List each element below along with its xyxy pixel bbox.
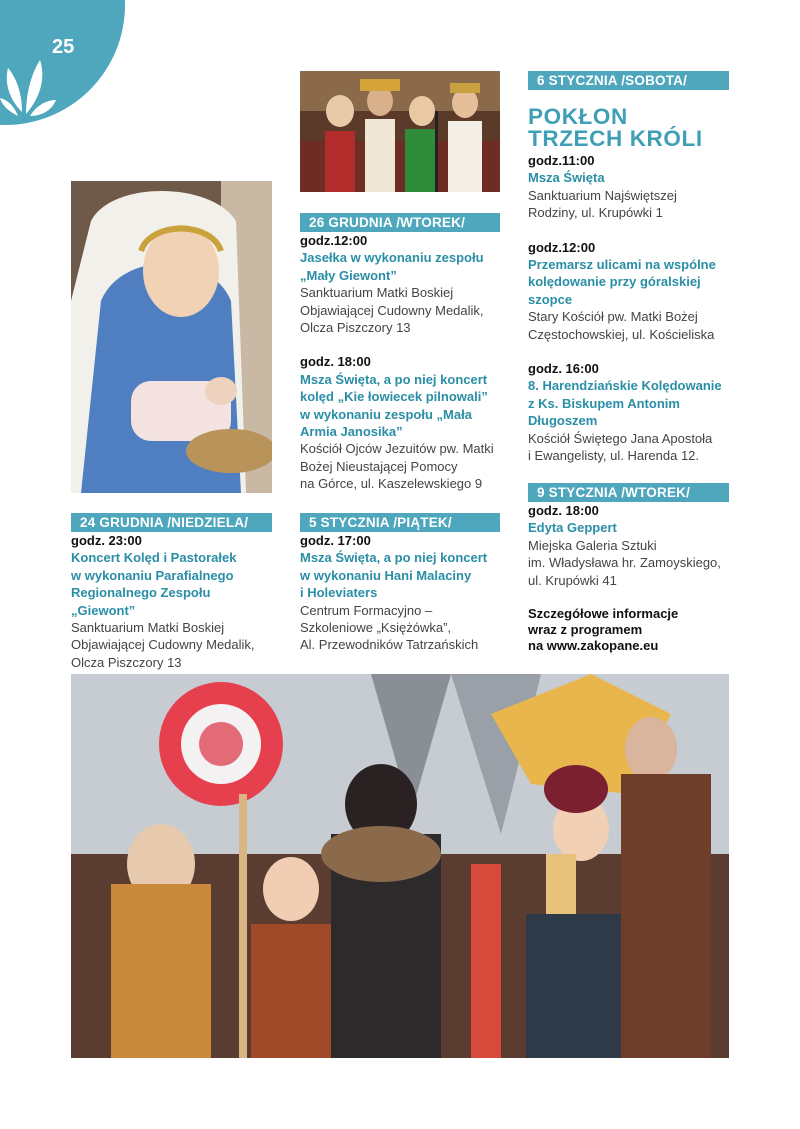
event-title (300, 249, 500, 284)
event-place (528, 308, 729, 343)
event-title-line: Jasełka w wykonaniu zespołu (300, 250, 484, 266)
leaf-logo-icon (0, 40, 60, 118)
event-title (300, 549, 500, 601)
event-place-line: Al. Przewodników Tatrzańskich (300, 637, 479, 653)
event-place-line: Centrum Formacyjno – (300, 602, 433, 618)
event-time: godz. 17:00 (300, 533, 371, 548)
date-bar: 6 STYCZNIA /SOBOTA/ (528, 71, 729, 90)
event-place-line: Objawiającej Cudowny Medalik, (71, 637, 255, 653)
info-line: Szczegółowe informacje (528, 606, 679, 622)
event-title-line: „Mały Giewont” (300, 267, 397, 283)
event-jan-9-concert (528, 502, 729, 589)
event-place (300, 440, 500, 492)
info-website-link[interactable]: na www.zakopane.eu (528, 638, 659, 654)
spacer (528, 343, 729, 360)
event-place-line: Częstochowskiej, ul. Kościeliska (528, 326, 715, 342)
photo-carolers-top (300, 71, 500, 192)
event-place-line: Objawiającej Cudowny Medalik, (300, 302, 484, 318)
event-title-line: w wykonaniu zespołu „Mała (300, 406, 472, 422)
event-place-line: Olcza Piszczory 13 (71, 654, 182, 670)
event-title (71, 549, 272, 619)
event-dec-26-nativity (300, 232, 500, 336)
event-title (528, 519, 729, 536)
event-title-line: 8. Harendziańskie Kolędowanie (528, 378, 722, 394)
event-place-line: Sanktuarium Matki Boskiej (300, 285, 454, 301)
heading-line: TRZECH KRÓLI (528, 126, 703, 151)
spacer (528, 222, 729, 239)
event-title-line: i Holeviaters (300, 585, 378, 601)
event-place-line: Olcza Piszczory 13 (300, 320, 411, 336)
event-title-line: kolęd „Kie łowiecek pilnowali” (300, 389, 488, 405)
event-title-line: Armia Janosika” (300, 424, 403, 440)
column-dec-26 (300, 213, 500, 493)
event-place-line: ul. Krupówki 41 (528, 572, 617, 588)
date-bar: 9 STYCZNIA /WTOREK/ (528, 483, 729, 502)
event-place (528, 430, 729, 465)
photo-mary-child (71, 181, 272, 493)
heading-line: POKŁON (528, 104, 628, 129)
event-place-line: na Górce, ul. Kaszelewskiego 9 (300, 476, 483, 492)
event-place-line: Szkoleniowe „Księżówka”, (300, 620, 452, 636)
event-dec-24-concert (71, 532, 272, 671)
column-jan-6 (528, 71, 729, 465)
info-note (528, 606, 729, 654)
photo-procession-bottom (71, 674, 729, 1058)
event-place (528, 537, 729, 589)
spacer (300, 336, 500, 353)
event-place-line: Stary Kościół pw. Matki Bożej (528, 309, 698, 325)
event-title-line: Msza Święta, a po niej koncert (300, 550, 488, 566)
event-title (528, 377, 729, 429)
event-dec-26-mass (300, 353, 500, 492)
event-time: godz. 23:00 (71, 533, 142, 548)
event-place-line: Rodziny, ul. Krupówki 1 (528, 205, 663, 221)
event-time: godz.12:00 (300, 233, 368, 248)
event-title (528, 256, 729, 308)
spacer (528, 589, 729, 606)
event-place-line: Kościół Ojców Jezuitów pw. Matki (300, 441, 494, 457)
column-jan-9 (528, 483, 729, 654)
event-place-line: Bożej Nieustającej Pomocy (300, 458, 458, 474)
event-title-line: Msza Święta, a po niej koncert (300, 371, 488, 387)
event-title-line: Regionalnego Zespołu „Giewont” (71, 585, 211, 618)
event-place-line: im. Władysława hr. Zamoyskiego, (528, 555, 721, 571)
event-title-line: Edyta Geppert (528, 520, 617, 536)
event-place (528, 187, 729, 222)
event-title-line: w wykonaniu Hani Malaciny (300, 567, 472, 583)
event-jan-6-carols (528, 360, 729, 464)
event-jan-6-mass (528, 152, 729, 222)
event-place-line: Sanktuarium Najświętszej (528, 187, 677, 203)
event-title-line: szopce (528, 291, 573, 307)
event-jan-5-mass (300, 532, 500, 654)
event-place-line: i Ewangelisty, ul. Harenda 12. (528, 448, 700, 464)
event-time: godz.12:00 (528, 239, 596, 255)
event-title-line: Msza Święta (528, 170, 605, 186)
event-place-line: Miejska Galeria Sztuki (528, 537, 657, 553)
info-line: wraz z programem (528, 622, 643, 638)
event-place-line: Kościół Świętego Jana Apostoła (528, 430, 713, 446)
date-bar: 26 GRUDNIA /WTOREK/ (300, 213, 500, 232)
event-title-line: Przemarsz ulicami na wspólne (528, 257, 716, 273)
event-place (300, 284, 500, 336)
column-dec-24 (71, 513, 272, 671)
event-title-line: w wykonaniu Parafialnego (71, 567, 234, 583)
event-title-line: kolędowanie przy góralskiej (528, 274, 701, 290)
date-bar: 5 STYCZNIA /PIĄTEK/ (300, 513, 500, 532)
column-jan-5 (300, 513, 500, 654)
event-title (300, 371, 500, 441)
event-title-line: Koncert Kolęd i Pastorałek (71, 550, 237, 566)
page-number: 25 (52, 36, 75, 58)
event-time: godz. 18:00 (300, 354, 371, 370)
event-time: godz. 18:00 (528, 503, 599, 518)
event-jan-6-march (528, 239, 729, 343)
event-title-line: z Ks. Biskupem Antonim (528, 395, 680, 411)
event-place (300, 602, 500, 654)
section-heading (528, 106, 729, 150)
event-place (71, 619, 272, 671)
event-title-line: Długoszem (528, 413, 598, 429)
event-title (528, 169, 729, 186)
event-time: godz.11:00 (528, 153, 595, 168)
date-bar: 24 GRUDNIA /NIEDZIELA/ (71, 513, 272, 532)
event-place-line: Sanktuarium Matki Boskiej (71, 620, 225, 636)
event-time: godz. 16:00 (528, 361, 599, 377)
